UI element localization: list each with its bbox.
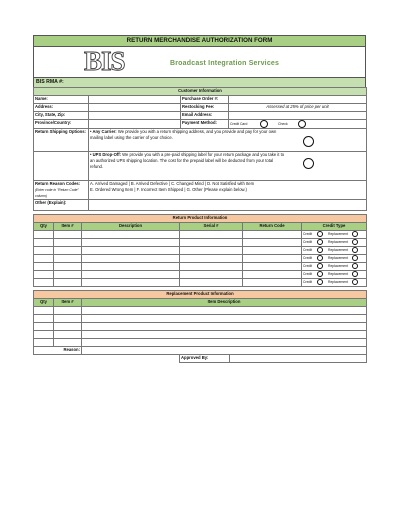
- ups-dropoff-title: • UPS Drop-Off:: [90, 152, 122, 157]
- address-label: Address:: [34, 104, 89, 112]
- return-product-cell[interactable]: [34, 271, 54, 279]
- replacement-cell[interactable]: [82, 307, 367, 315]
- return-product-cell[interactable]: [180, 279, 243, 287]
- return-product-cell[interactable]: [82, 247, 180, 255]
- credit-card-radio[interactable]: [260, 120, 268, 128]
- return-product-cell[interactable]: [34, 255, 54, 263]
- restocking-label: Restocking Fee:: [181, 104, 229, 112]
- email-field[interactable]: [229, 112, 367, 120]
- return-product-row: [34, 247, 367, 255]
- replacement-cell[interactable]: [54, 307, 82, 315]
- col-replacement-item: Item #: [54, 299, 82, 307]
- po-label: Purchase Order #:: [181, 96, 229, 104]
- replacement-radio[interactable]: [352, 255, 358, 261]
- replacement-header: Replacement Product Information: [34, 291, 367, 299]
- return-product-cell[interactable]: [82, 263, 180, 271]
- replacement-cell[interactable]: [34, 315, 54, 323]
- po-field[interactable]: [229, 96, 367, 104]
- return-product-cell[interactable]: [180, 247, 243, 255]
- other-explain-field[interactable]: [89, 200, 367, 211]
- return-product-cell[interactable]: [54, 231, 82, 239]
- replacement-option-label: Replacement: [328, 232, 349, 237]
- logo-banner: [33, 46, 366, 77]
- province-field[interactable]: [89, 120, 181, 129]
- credit-radio[interactable]: [317, 263, 323, 269]
- col-qty: Qty: [34, 223, 54, 231]
- col-credit-type: Credit Type: [302, 223, 367, 231]
- credit-option-label: Credit: [303, 240, 313, 245]
- return-product-cell[interactable]: [243, 247, 302, 255]
- return-product-row: [34, 271, 367, 279]
- replacement-cell[interactable]: [34, 307, 54, 315]
- credit-option-label: Credit: [303, 272, 313, 277]
- credit-radio[interactable]: [317, 239, 323, 245]
- col-description: Description: [82, 223, 180, 231]
- return-product-table: [33, 214, 367, 287]
- return-product-cell[interactable]: [34, 239, 54, 247]
- reason-codes-label: Return Reason Codes:: [35, 181, 81, 186]
- return-product-cell[interactable]: [180, 231, 243, 239]
- any-carrier-option: [89, 129, 367, 152]
- return-product-row: [34, 263, 367, 271]
- return-product-cell[interactable]: [180, 255, 243, 263]
- return-product-cell[interactable]: [180, 263, 243, 271]
- any-carrier-radio[interactable]: [303, 136, 314, 147]
- return-product-cell[interactable]: [82, 279, 180, 287]
- replacement-cell[interactable]: [82, 339, 367, 347]
- return-product-cell[interactable]: [243, 271, 302, 279]
- replacement-cell[interactable]: [82, 315, 367, 323]
- replacement-row: [34, 307, 367, 315]
- return-product-cell[interactable]: [243, 239, 302, 247]
- any-carrier-title: • Any Carrier:: [90, 129, 117, 134]
- return-product-cell[interactable]: [34, 263, 54, 271]
- approved-by-label: Approved By:: [180, 355, 230, 363]
- customer-info-table: [33, 87, 367, 211]
- rma-number-label: BIS RMA #:: [33, 77, 366, 87]
- reason-approval-table: [33, 347, 367, 363]
- credit-option-label: Credit: [303, 232, 313, 237]
- credit-option-label: Credit: [303, 248, 313, 253]
- return-product-cell[interactable]: [180, 271, 243, 279]
- name-field[interactable]: [89, 96, 181, 104]
- return-product-row: [34, 279, 367, 287]
- credit-type-cell: [302, 255, 367, 263]
- return-shipping-label: Return Shipping Options:: [34, 129, 89, 152]
- name-label: Name:: [34, 96, 89, 104]
- return-product-cell[interactable]: [34, 231, 54, 239]
- payment-label: Payment Method:: [181, 120, 229, 129]
- credit-type-cell: [302, 239, 367, 247]
- return-product-cell[interactable]: [243, 263, 302, 271]
- replacement-row: [34, 315, 367, 323]
- credit-type-cell: [302, 247, 367, 255]
- restocking-value: Assessed at 25% of price per unit: [229, 104, 367, 112]
- credit-radio[interactable]: [317, 255, 323, 261]
- return-product-cell[interactable]: [54, 247, 82, 255]
- reason-label: Reason:: [34, 347, 82, 355]
- replacement-cell[interactable]: [34, 323, 54, 331]
- rma-form: [33, 35, 366, 363]
- replacement-option-label: Replacement: [328, 264, 349, 269]
- return-product-cell[interactable]: [82, 239, 180, 247]
- return-product-cell[interactable]: [243, 279, 302, 287]
- form-title: RETURN MERCHANDISE AUTHORIZATION FORM: [33, 35, 366, 46]
- credit-radio[interactable]: [317, 271, 323, 277]
- replacement-cell[interactable]: [34, 339, 54, 347]
- ups-dropoff-text: We provide you with a pre-paid shipping label for your return package and you take it to an authorized UPS shipping location. The cost for the prepaid label will be deducted from your total refund.: [90, 152, 285, 169]
- logo-mark: BIS: [84, 46, 125, 76]
- city-label: City, State, Zip:: [34, 112, 89, 120]
- credit-radio[interactable]: [317, 231, 323, 237]
- replacement-option-label: Replacement: [328, 248, 349, 253]
- shipping-spacer: [34, 152, 89, 181]
- return-product-row: [34, 231, 367, 239]
- any-carrier-text: We provide you with a return shipping address, and you provide and pay for your own mailing label using the carrier of your choice.: [90, 129, 277, 140]
- col-replacement-qty: Qty: [34, 299, 54, 307]
- credit-option-label: Credit: [303, 280, 313, 285]
- credit-type-cell: [302, 263, 367, 271]
- reason-codes-line-1: A. Arrived Damaged | B. Arrived Defective | C. Changed Mind | D. Not Satisfied with Item: [90, 181, 255, 186]
- replacement-option-label: Replacement: [328, 280, 349, 285]
- credit-card-label: Credit Card: [230, 122, 248, 127]
- province-label: Province/Country:: [34, 120, 89, 129]
- city-field[interactable]: [89, 112, 181, 120]
- return-product-cell[interactable]: [243, 255, 302, 263]
- replacement-cell[interactable]: [82, 331, 367, 339]
- credit-radio[interactable]: [317, 247, 323, 253]
- credit-option-label: Credit: [303, 264, 313, 269]
- credit-option-label: Credit: [303, 256, 313, 261]
- replacement-cell[interactable]: [54, 315, 82, 323]
- check-radio[interactable]: [298, 120, 306, 128]
- return-product-cell[interactable]: [34, 279, 54, 287]
- reason-codes-list: [89, 181, 367, 200]
- return-product-cell[interactable]: [82, 255, 180, 263]
- replacement-row: [34, 331, 367, 339]
- check-label: Check: [278, 122, 288, 127]
- return-product-row: [34, 239, 367, 247]
- return-product-cell[interactable]: [54, 239, 82, 247]
- replacement-cell[interactable]: [82, 323, 367, 331]
- replacement-radio[interactable]: [352, 271, 358, 277]
- customer-info-header: Customer Information: [34, 88, 367, 96]
- email-label: Email Address:: [181, 112, 229, 120]
- return-product-cell[interactable]: [243, 231, 302, 239]
- ups-dropoff-radio[interactable]: [303, 158, 314, 169]
- replacement-option-label: Replacement: [328, 240, 349, 245]
- return-product-cell[interactable]: [82, 231, 180, 239]
- replacement-radio[interactable]: [352, 263, 358, 269]
- credit-type-cell: [302, 231, 367, 239]
- other-explain-label: Other (Explain):: [34, 200, 89, 211]
- return-product-header: Return Product Information: [34, 215, 367, 223]
- logo-company-name: Broadcast Integration Services: [170, 60, 280, 67]
- approval-spacer: [34, 355, 82, 363]
- credit-type-cell: [302, 279, 367, 287]
- replacement-cell[interactable]: [54, 323, 82, 331]
- return-product-cell[interactable]: [34, 247, 54, 255]
- replacement-radio[interactable]: [352, 279, 358, 285]
- replacement-option-label: Replacement: [328, 272, 349, 277]
- col-return-code: Return Code: [243, 223, 302, 231]
- reason-field[interactable]: [82, 347, 367, 355]
- replacement-row: [34, 323, 367, 331]
- approval-spacer-2: [82, 355, 180, 363]
- approved-by-field[interactable]: [230, 355, 367, 363]
- col-replacement-description: Item Description: [82, 299, 367, 307]
- replacement-product-table: [33, 290, 367, 347]
- replacement-row: [34, 339, 367, 347]
- return-product-cell[interactable]: [54, 271, 82, 279]
- replacement-cell[interactable]: [34, 331, 54, 339]
- replacement-cell[interactable]: [54, 339, 82, 347]
- return-product-cell[interactable]: [54, 279, 82, 287]
- credit-type-cell: [302, 271, 367, 279]
- replacement-radio[interactable]: [352, 239, 358, 245]
- credit-radio[interactable]: [317, 279, 323, 285]
- replacement-radio[interactable]: [352, 247, 358, 253]
- return-product-cell[interactable]: [54, 263, 82, 271]
- reason-codes-cell: [34, 181, 89, 200]
- payment-options: [229, 120, 367, 129]
- return-product-cell[interactable]: [54, 255, 82, 263]
- replacement-radio[interactable]: [352, 231, 358, 237]
- ups-dropoff-option: [89, 152, 367, 181]
- replacement-option-label: Replacement: [328, 256, 349, 261]
- col-serial: Serial #: [180, 223, 243, 231]
- replacement-cell[interactable]: [54, 331, 82, 339]
- return-product-cell[interactable]: [180, 239, 243, 247]
- return-product-cell[interactable]: [82, 271, 180, 279]
- return-product-row: [34, 255, 367, 263]
- col-item: Item #: [54, 223, 82, 231]
- reason-codes-note: (Enter code in "Return Code" column): [35, 188, 79, 198]
- address-field[interactable]: [89, 104, 181, 112]
- reason-codes-line-2: E. Ordered Wrong Item | F. Incorrect Item Shipped | G. Other (Please explain below.): [90, 187, 247, 192]
